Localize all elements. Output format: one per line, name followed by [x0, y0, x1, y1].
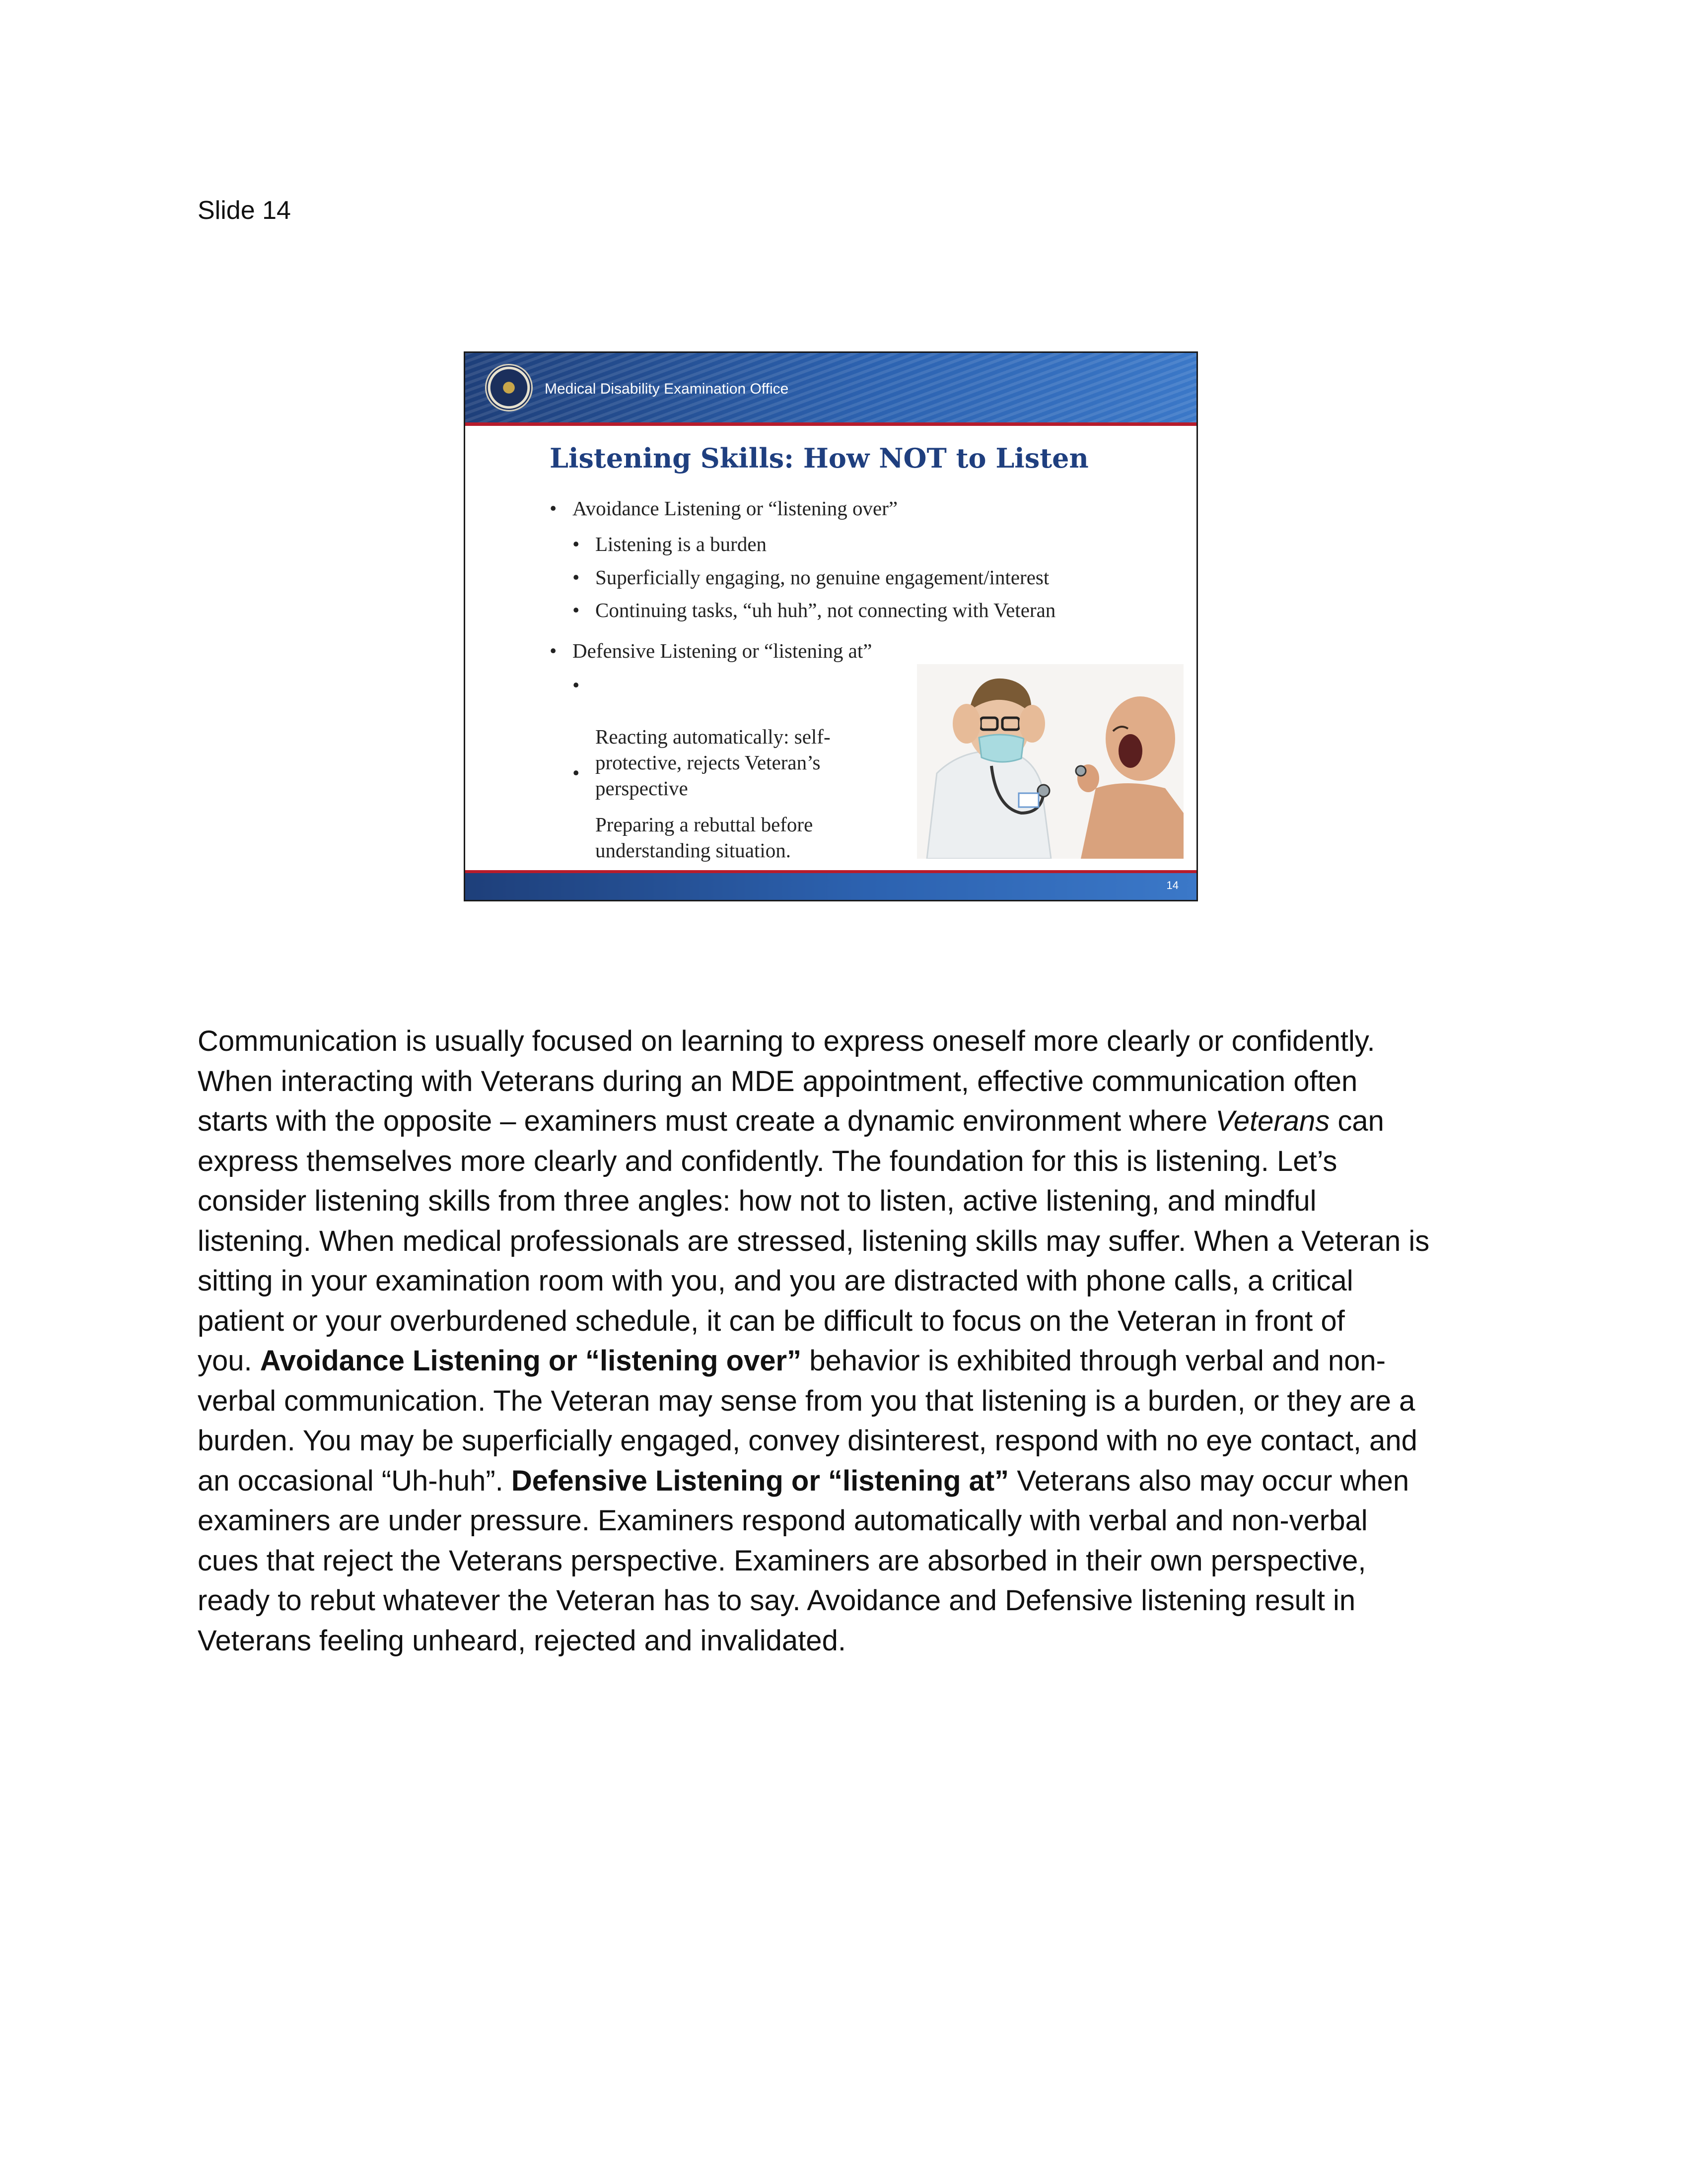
slide-thumbnail: [464, 351, 1198, 901]
sub-bullet-text: Preparing a rebuttal before understanding situation.: [595, 813, 813, 862]
slide-label: Slide 14: [198, 196, 291, 225]
slide-footer-band: [465, 873, 1196, 901]
bullet-icon: •: [572, 566, 580, 589]
bullet-item: [550, 638, 872, 664]
notes-text: Veterans also may occur when examiners are under pressure. Examiners respond automatically with verbal and non-verbal cues that reject the Veterans perspective. Examiners are absorbed in their own perspective, ready to rebut whatever the Veteran has to say. Avoidance and Defensive listening result in Veterans feeling unheard, rejected and invalidated.: [198, 1464, 1409, 1657]
photo-illustration: [917, 664, 1184, 859]
slide-header-band: [465, 353, 1196, 422]
header-title: Medical Disability Examination Office: [545, 381, 789, 397]
clinician-patient-photo: [917, 664, 1184, 859]
bullet-item: [550, 495, 898, 521]
bullet-icon: •: [572, 599, 580, 621]
slide-page-number: 14: [1166, 879, 1179, 891]
sub-bullet-item: [572, 531, 767, 557]
bullet-text: Avoidance Listening or “listening over”: [572, 497, 898, 520]
bullet-icon: •: [572, 533, 580, 555]
sub-bullet-text: Reacting automatically: self- protective, rejects Veteran’s perspective: [595, 725, 831, 800]
bullet-icon: •: [550, 639, 557, 662]
bullet-icon: •: [550, 497, 557, 520]
bullet-icon: •: [572, 761, 580, 784]
notes-text: can express themselves more clearly and confidently. The foundation for this is listening. Let’s consider listening skills from three angles: how not to listen, active listening, and mindful listening. When medical professionals are stressed, listening skills may suffer. When a Veteran is sitting in your examination room with you, and you are distracted with phone calls, a critical patient or your overburdened schedule, it can be difficult to focus on the Veteran in front of you.: [198, 1105, 1430, 1377]
bullet-text: Defensive Listening or “listening at”: [572, 639, 872, 662]
sub-bullet-item: [572, 564, 1049, 590]
notes-text: behavior is exhibited through verbal and non- verbal communication. The Veteran may sense from you that listening is a burden, or they are a burden. You may be superficially engaged, convey disinterest, respond with no eye contact, and an occasional “Uh-huh”.: [198, 1345, 1417, 1497]
sub-bullet-text: Superficially engaging, no genuine engagement/interest: [595, 566, 1050, 589]
sub-bullet-text: Continuing tasks, “uh huh”, not connecting with Veteran: [595, 599, 1056, 621]
notes-italic-text: Veterans: [1215, 1105, 1330, 1137]
header-divider: [465, 422, 1196, 426]
speaker-notes: [198, 1022, 1488, 1661]
notes-bold-text: Avoidance Listening or “listening over”: [260, 1345, 802, 1377]
sub-bullet-item: [572, 597, 1055, 623]
notes-text: Communication is usually focused on learning to express oneself more clearly or confidently. When interacting with Veterans during an MDE appointment, effective communication often starts with the opposite – examiners must create a dynamic environment where: [198, 1025, 1375, 1137]
slide-title: Listening Skills: How NOT to Listen: [550, 442, 1089, 474]
sub-bullet-item: [572, 760, 813, 889]
sub-bullet-text: Listening is a burden: [595, 533, 767, 555]
bullet-icon: •: [572, 674, 580, 696]
notes-bold-text: Defensive Listening or “listening at”: [511, 1464, 1009, 1497]
va-seal-logo: [485, 364, 533, 411]
